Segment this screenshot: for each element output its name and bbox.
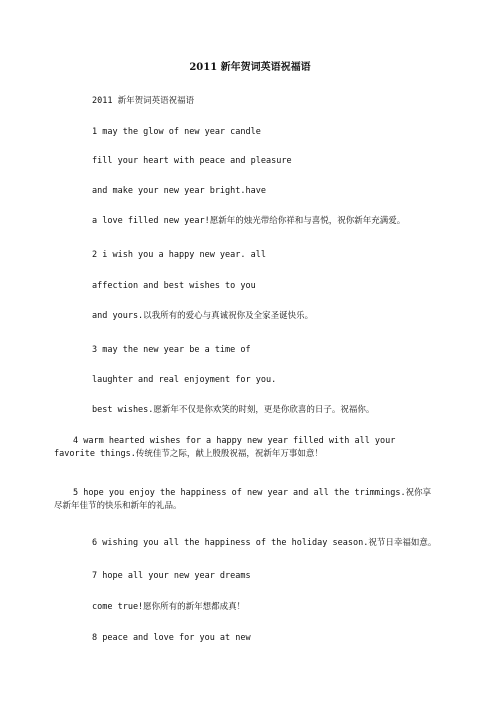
paragraph: 5 hope you enjoy the happiness of new year and all the trimmings.祝你享尽新年佳节的快乐和新年的礼品。: [54, 488, 432, 511]
paragraph: affection and best wishes to you: [92, 281, 256, 291]
paragraph: 3 may the new year be a time of: [92, 345, 251, 355]
paragraph: and yours.以我所有的爱心与真诚祝你及全家圣诞快乐。: [92, 311, 314, 321]
document-title: 2011 新年贺词英语祝福语: [189, 62, 311, 73]
paragraph: 4 warm hearted wishes for a happy new year filled with all your favorite things.传统佳节之际，献上殷殷祝福，祝新年万事如意！: [54, 436, 396, 459]
paragraph: 8 peace and love for you at new: [92, 633, 251, 643]
paragraph: 2 i wish you a happy new year. all: [92, 250, 266, 260]
paragraph: fill your heart with peace and pleasure: [92, 156, 292, 166]
paragraph: come true!愿你所有的新年想都成真！: [92, 602, 246, 612]
paragraph: 1 may the glow of new year candle: [92, 127, 261, 137]
paragraph: 7 hope all your new year dreams: [92, 571, 251, 581]
paragraph: 6 wishing you all the happiness of the holiday season.祝节日幸福如意。: [92, 538, 437, 548]
paragraph: 2011 新年贺词英语祝福语: [92, 96, 195, 106]
paragraph: and make your new year bright.have: [92, 186, 266, 196]
paragraph: laughter and real enjoyment for you.: [92, 375, 277, 385]
paragraph: a love filled new year!愿新年的烛光带给你祥和与喜悦，祝你新年充满爱。: [92, 216, 406, 226]
paragraph: best wishes.愿新年不仅是你欢笑的时刻，更是你欣喜的日子。祝福你。: [92, 405, 375, 415]
